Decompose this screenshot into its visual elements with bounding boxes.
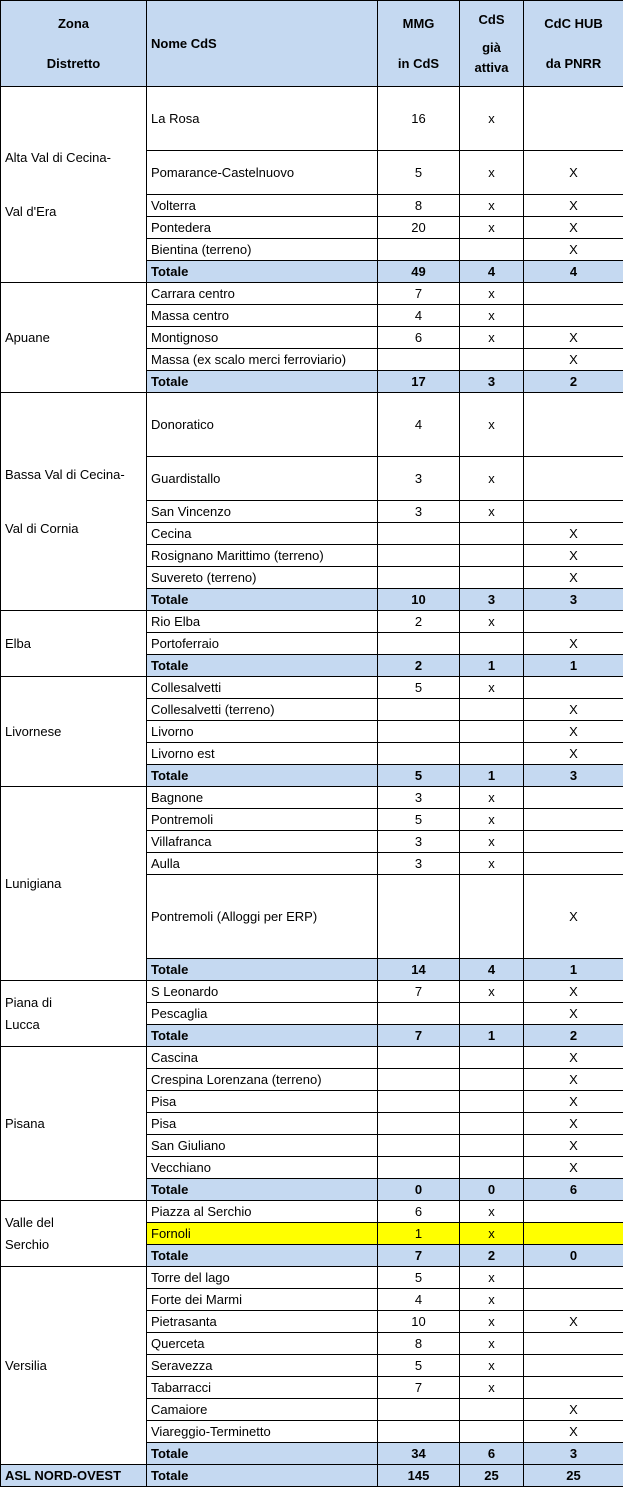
- cds-active-mark: x: [460, 787, 524, 809]
- totale-mmg: 0: [378, 1179, 460, 1201]
- cds-active-mark: [460, 633, 524, 655]
- cdc-hub-mark: X: [524, 1091, 623, 1113]
- cds-active-mark: x: [460, 1377, 524, 1399]
- zone-label: Val di Cornia: [5, 502, 142, 556]
- cdc-hub-mark: X: [524, 721, 623, 743]
- mmg-count: 6: [378, 327, 460, 349]
- cds-active-mark: [460, 567, 524, 589]
- header-cdc: CdC HUB da PNRR: [524, 1, 623, 87]
- totale-mmg: 49: [378, 261, 460, 283]
- totale-cdc: 1: [524, 655, 623, 677]
- cdc-hub-mark: [524, 305, 623, 327]
- cds-active-mark: x: [460, 611, 524, 633]
- header-cds: CdS già attiva: [460, 1, 524, 87]
- grand-total-row: [1, 1465, 623, 1487]
- cds-active-mark: [460, 743, 524, 765]
- cds-active-mark: x: [460, 1267, 524, 1289]
- mmg-count: 3: [378, 853, 460, 875]
- cds-name: Camaiore: [147, 1399, 378, 1421]
- totale-cdc: 6: [524, 1179, 623, 1201]
- cds-active-mark: [460, 523, 524, 545]
- table-row: [1, 1267, 623, 1289]
- zone-label: Livornese: [5, 721, 142, 743]
- cds-name: Piazza al Serchio: [147, 1201, 378, 1223]
- table-row: [1, 611, 623, 633]
- cds-active-mark: x: [460, 327, 524, 349]
- totale-cds: 6: [460, 1443, 524, 1465]
- mmg-count: [378, 1091, 460, 1113]
- mmg-count: 4: [378, 393, 460, 457]
- mmg-count: 3: [378, 831, 460, 853]
- mmg-count: 20: [378, 217, 460, 239]
- cdc-hub-mark: [524, 1201, 623, 1223]
- zone-label: Valle del: [5, 1212, 142, 1234]
- cds-active-mark: x: [460, 1223, 524, 1245]
- grand-total-label: Totale: [147, 1465, 378, 1487]
- cds-active-mark: x: [460, 393, 524, 457]
- totale-cds: 4: [460, 261, 524, 283]
- cds-active-mark: [460, 349, 524, 371]
- cds-name: Donoratico: [147, 393, 378, 457]
- mmg-count: [378, 1113, 460, 1135]
- cds-name: Pisa: [147, 1113, 378, 1135]
- table-row: [1, 87, 623, 151]
- cds-active-mark: x: [460, 501, 524, 523]
- cds-active-mark: [460, 1069, 524, 1091]
- cdc-hub-mark: [524, 611, 623, 633]
- grand-total-zona: ASL NORD-OVEST: [1, 1465, 147, 1487]
- zone-cell: [1, 1201, 147, 1267]
- cds-name: Viareggio-Terminetto: [147, 1421, 378, 1443]
- zone-label: Val d'Era: [5, 185, 142, 239]
- totale-label: Totale: [147, 1179, 378, 1201]
- cdc-hub-mark: [524, 1377, 623, 1399]
- mmg-count: 6: [378, 1201, 460, 1223]
- cdc-hub-mark: [524, 1333, 623, 1355]
- zone-cell: [1, 787, 147, 981]
- mmg-count: 3: [378, 457, 460, 501]
- cds-active-mark: x: [460, 981, 524, 1003]
- totale-cdc: 3: [524, 1443, 623, 1465]
- cds-name: Rosignano Marittimo (terreno): [147, 545, 378, 567]
- zone-label: Lucca: [5, 1014, 142, 1036]
- cds-name: Livorno: [147, 721, 378, 743]
- cds-active-mark: x: [460, 853, 524, 875]
- mmg-count: [378, 523, 460, 545]
- table-row: [1, 677, 623, 699]
- mmg-count: [378, 699, 460, 721]
- cds-active-mark: x: [460, 831, 524, 853]
- grand-total-mmg: 145: [378, 1465, 460, 1487]
- cds-active-mark: x: [460, 1201, 524, 1223]
- cds-name: Villafranca: [147, 831, 378, 853]
- cdc-hub-mark: X: [524, 633, 623, 655]
- header-mmg: MMG in CdS: [378, 1, 460, 87]
- cds-name: Cascina: [147, 1047, 378, 1069]
- cds-name: Rio Elba: [147, 611, 378, 633]
- zone-cell: [1, 1267, 147, 1465]
- cds-name: Suvereto (terreno): [147, 567, 378, 589]
- cds-name: Massa (ex scalo merci ferroviario): [147, 349, 378, 371]
- cds-active-mark: [460, 1003, 524, 1025]
- cdc-hub-mark: X: [524, 699, 623, 721]
- zone-cell: [1, 393, 147, 611]
- mmg-count: [378, 1069, 460, 1091]
- totale-label: Totale: [147, 371, 378, 393]
- totale-label: Totale: [147, 655, 378, 677]
- totale-mmg: 7: [378, 1245, 460, 1267]
- zone-label: Elba: [5, 633, 142, 655]
- cds-name: Bagnone: [147, 787, 378, 809]
- cds-name: Aulla: [147, 853, 378, 875]
- grand-total-cdc: 25: [524, 1465, 623, 1487]
- cds-active-mark: x: [460, 809, 524, 831]
- cds-active-mark: [460, 721, 524, 743]
- cds-active-mark: x: [460, 457, 524, 501]
- cds-name: La Rosa: [147, 87, 378, 151]
- cds-name: Pomarance-Castelnuovo: [147, 151, 378, 195]
- totale-cds: 1: [460, 1025, 524, 1047]
- totale-mmg: 2: [378, 655, 460, 677]
- mmg-count: [378, 1047, 460, 1069]
- mmg-count: [378, 875, 460, 959]
- cdc-hub-mark: [524, 87, 623, 151]
- mmg-count: [378, 1399, 460, 1421]
- cds-active-mark: x: [460, 87, 524, 151]
- zone-cell: [1, 981, 147, 1047]
- totale-cdc: 3: [524, 765, 623, 787]
- cdc-hub-mark: [524, 809, 623, 831]
- mmg-count: [378, 1157, 460, 1179]
- cdc-hub-mark: X: [524, 743, 623, 765]
- cds-active-mark: x: [460, 283, 524, 305]
- zone-label: Lunigiana: [5, 873, 142, 895]
- cds-name: Pontremoli (Alloggi per ERP): [147, 875, 378, 959]
- mmg-count: 7: [378, 981, 460, 1003]
- cds-active-mark: x: [460, 151, 524, 195]
- cds-active-mark: x: [460, 1333, 524, 1355]
- cdc-hub-mark: X: [524, 1399, 623, 1421]
- cdc-hub-mark: [524, 1355, 623, 1377]
- cds-active-mark: [460, 1157, 524, 1179]
- mmg-count: [378, 567, 460, 589]
- totale-cdc: 2: [524, 371, 623, 393]
- cds-name: Bientina (terreno): [147, 239, 378, 261]
- mmg-count: 5: [378, 677, 460, 699]
- totale-mmg: 17: [378, 371, 460, 393]
- mmg-count: 7: [378, 283, 460, 305]
- cdc-hub-mark: X: [524, 195, 623, 217]
- cds-active-mark: x: [460, 1355, 524, 1377]
- totale-cds: 1: [460, 655, 524, 677]
- cdc-hub-mark: [524, 1267, 623, 1289]
- cdc-hub-mark: X: [524, 1311, 623, 1333]
- mmg-count: 10: [378, 1311, 460, 1333]
- cds-active-mark: [460, 1135, 524, 1157]
- totale-label: Totale: [147, 1245, 378, 1267]
- header-zona: Zona Distretto: [1, 1, 147, 87]
- cdc-hub-mark: X: [524, 1047, 623, 1069]
- mmg-count: 4: [378, 1289, 460, 1311]
- totale-cdc: 3: [524, 589, 623, 611]
- totale-mmg: 14: [378, 959, 460, 981]
- table-row: [1, 283, 623, 305]
- totale-label: Totale: [147, 589, 378, 611]
- cds-active-mark: [460, 1399, 524, 1421]
- cdc-hub-mark: X: [524, 981, 623, 1003]
- zone-cell: [1, 87, 147, 283]
- zone-label: Serchio: [5, 1234, 142, 1256]
- mmg-count: 5: [378, 809, 460, 831]
- mmg-count: 3: [378, 501, 460, 523]
- totale-mmg: 10: [378, 589, 460, 611]
- cds-name: San Giuliano: [147, 1135, 378, 1157]
- cdc-hub-mark: X: [524, 545, 623, 567]
- zone-label: Apuane: [5, 327, 142, 349]
- cds-name: S Leonardo: [147, 981, 378, 1003]
- mmg-count: [378, 1003, 460, 1025]
- totale-cdc: 2: [524, 1025, 623, 1047]
- totale-label: Totale: [147, 1025, 378, 1047]
- mmg-count: 1: [378, 1223, 460, 1245]
- cdc-hub-mark: X: [524, 567, 623, 589]
- mmg-count: 5: [378, 151, 460, 195]
- cdc-hub-mark: X: [524, 327, 623, 349]
- cds-name: Collesalvetti: [147, 677, 378, 699]
- cds-name: Forte dei Marmi: [147, 1289, 378, 1311]
- cdc-hub-mark: [524, 853, 623, 875]
- cdc-hub-mark: X: [524, 1113, 623, 1135]
- cds-name: Carrara centro: [147, 283, 378, 305]
- mmg-count: [378, 1421, 460, 1443]
- mmg-count: [378, 743, 460, 765]
- cds-active-mark: [460, 1091, 524, 1113]
- cds-name: Seravezza: [147, 1355, 378, 1377]
- cds-name: Collesalvetti (terreno): [147, 699, 378, 721]
- totale-cdc: 1: [524, 959, 623, 981]
- cds-name: Massa centro: [147, 305, 378, 327]
- totale-cds: 3: [460, 589, 524, 611]
- cds-active-mark: x: [460, 1289, 524, 1311]
- cdc-hub-mark: [524, 501, 623, 523]
- totale-cds: 4: [460, 959, 524, 981]
- cds-active-mark: x: [460, 195, 524, 217]
- cds-name: Fornoli: [147, 1223, 378, 1245]
- cdc-hub-mark: [524, 1223, 623, 1245]
- totale-cds: 2: [460, 1245, 524, 1267]
- cds-active-mark: [460, 545, 524, 567]
- zone-label: Versilia: [5, 1355, 142, 1377]
- mmg-count: 3: [378, 787, 460, 809]
- cds-active-mark: [460, 1421, 524, 1443]
- mmg-count: 5: [378, 1355, 460, 1377]
- cdc-hub-mark: [524, 787, 623, 809]
- cds-name: Volterra: [147, 195, 378, 217]
- cdc-hub-mark: X: [524, 1003, 623, 1025]
- cds-active-mark: x: [460, 305, 524, 327]
- totale-mmg: 34: [378, 1443, 460, 1465]
- table-row: [1, 1047, 623, 1069]
- totale-cdc: 4: [524, 261, 623, 283]
- cds-name: Tabarracci: [147, 1377, 378, 1399]
- mmg-count: 2: [378, 611, 460, 633]
- cds-name: San Vincenzo: [147, 501, 378, 523]
- mmg-count: [378, 349, 460, 371]
- cds-name: Pontremoli: [147, 809, 378, 831]
- header-nome: Nome CdS: [147, 1, 378, 87]
- totale-mmg: 7: [378, 1025, 460, 1047]
- zone-label: Bassa Val di Cecina-: [5, 448, 142, 502]
- mmg-count: 16: [378, 87, 460, 151]
- table-row: [1, 393, 623, 457]
- cdc-hub-mark: [524, 457, 623, 501]
- totale-mmg: 5: [378, 765, 460, 787]
- cds-name: Pontedera: [147, 217, 378, 239]
- cdc-hub-mark: [524, 283, 623, 305]
- cds-name: Crespina Lorenzana (terreno): [147, 1069, 378, 1091]
- totale-cds: 0: [460, 1179, 524, 1201]
- cds-name: Vecchiano: [147, 1157, 378, 1179]
- cds-name: Pietrasanta: [147, 1311, 378, 1333]
- totale-cds: 1: [460, 765, 524, 787]
- mmg-count: 8: [378, 195, 460, 217]
- cds-active-mark: [460, 699, 524, 721]
- cdc-hub-mark: X: [524, 875, 623, 959]
- cds-active-mark: [460, 875, 524, 959]
- cdc-hub-mark: [524, 393, 623, 457]
- cds-active-mark: x: [460, 677, 524, 699]
- zone-cell: [1, 1047, 147, 1201]
- cdc-hub-mark: X: [524, 1157, 623, 1179]
- zone-label: Piana di: [5, 992, 142, 1014]
- cdc-hub-mark: X: [524, 523, 623, 545]
- zone-label: Alta Val di Cecina-: [5, 131, 142, 185]
- mmg-count: [378, 721, 460, 743]
- mmg-count: [378, 1135, 460, 1157]
- grand-total-cds: 25: [460, 1465, 524, 1487]
- cdc-hub-mark: [524, 677, 623, 699]
- totale-cds: 3: [460, 371, 524, 393]
- cds-name: Cecina: [147, 523, 378, 545]
- cds-active-mark: [460, 1113, 524, 1135]
- cds-name: Pisa: [147, 1091, 378, 1113]
- mmg-count: [378, 239, 460, 261]
- mmg-count: [378, 545, 460, 567]
- cdc-hub-mark: X: [524, 217, 623, 239]
- cdc-hub-mark: X: [524, 1135, 623, 1157]
- mmg-count: 5: [378, 1267, 460, 1289]
- cds-name: Torre del lago: [147, 1267, 378, 1289]
- cdc-hub-mark: [524, 831, 623, 853]
- cdc-hub-mark: X: [524, 151, 623, 195]
- zone-label: Pisana: [5, 1113, 142, 1135]
- cds-name: Montignoso: [147, 327, 378, 349]
- cds-active-mark: [460, 1047, 524, 1069]
- table-body: [1, 87, 623, 1487]
- cds-name: Livorno est: [147, 743, 378, 765]
- totale-label: Totale: [147, 261, 378, 283]
- cdc-hub-mark: X: [524, 349, 623, 371]
- cds-name: Portoferraio: [147, 633, 378, 655]
- mmg-count: [378, 633, 460, 655]
- zone-cell: [1, 283, 147, 393]
- table-row: [1, 787, 623, 809]
- table-row: [1, 1201, 623, 1223]
- cdc-hub-mark: X: [524, 239, 623, 261]
- cds-active-mark: x: [460, 1311, 524, 1333]
- zone-cell: [1, 677, 147, 787]
- cds-active-mark: [460, 239, 524, 261]
- cdc-hub-mark: X: [524, 1421, 623, 1443]
- zone-cell: [1, 611, 147, 677]
- cds-name: Guardistallo: [147, 457, 378, 501]
- totale-cdc: 0: [524, 1245, 623, 1267]
- mmg-count: 8: [378, 1333, 460, 1355]
- mmg-count: 7: [378, 1377, 460, 1399]
- cds-name: Querceta: [147, 1333, 378, 1355]
- table-row: [1, 981, 623, 1003]
- header-row: [1, 1, 623, 87]
- cds-name: Pescaglia: [147, 1003, 378, 1025]
- totale-label: Totale: [147, 959, 378, 981]
- totale-label: Totale: [147, 1443, 378, 1465]
- totale-label: Totale: [147, 765, 378, 787]
- cdc-hub-mark: X: [524, 1069, 623, 1091]
- mmg-count: 4: [378, 305, 460, 327]
- cdc-hub-mark: [524, 1289, 623, 1311]
- cds-active-mark: x: [460, 217, 524, 239]
